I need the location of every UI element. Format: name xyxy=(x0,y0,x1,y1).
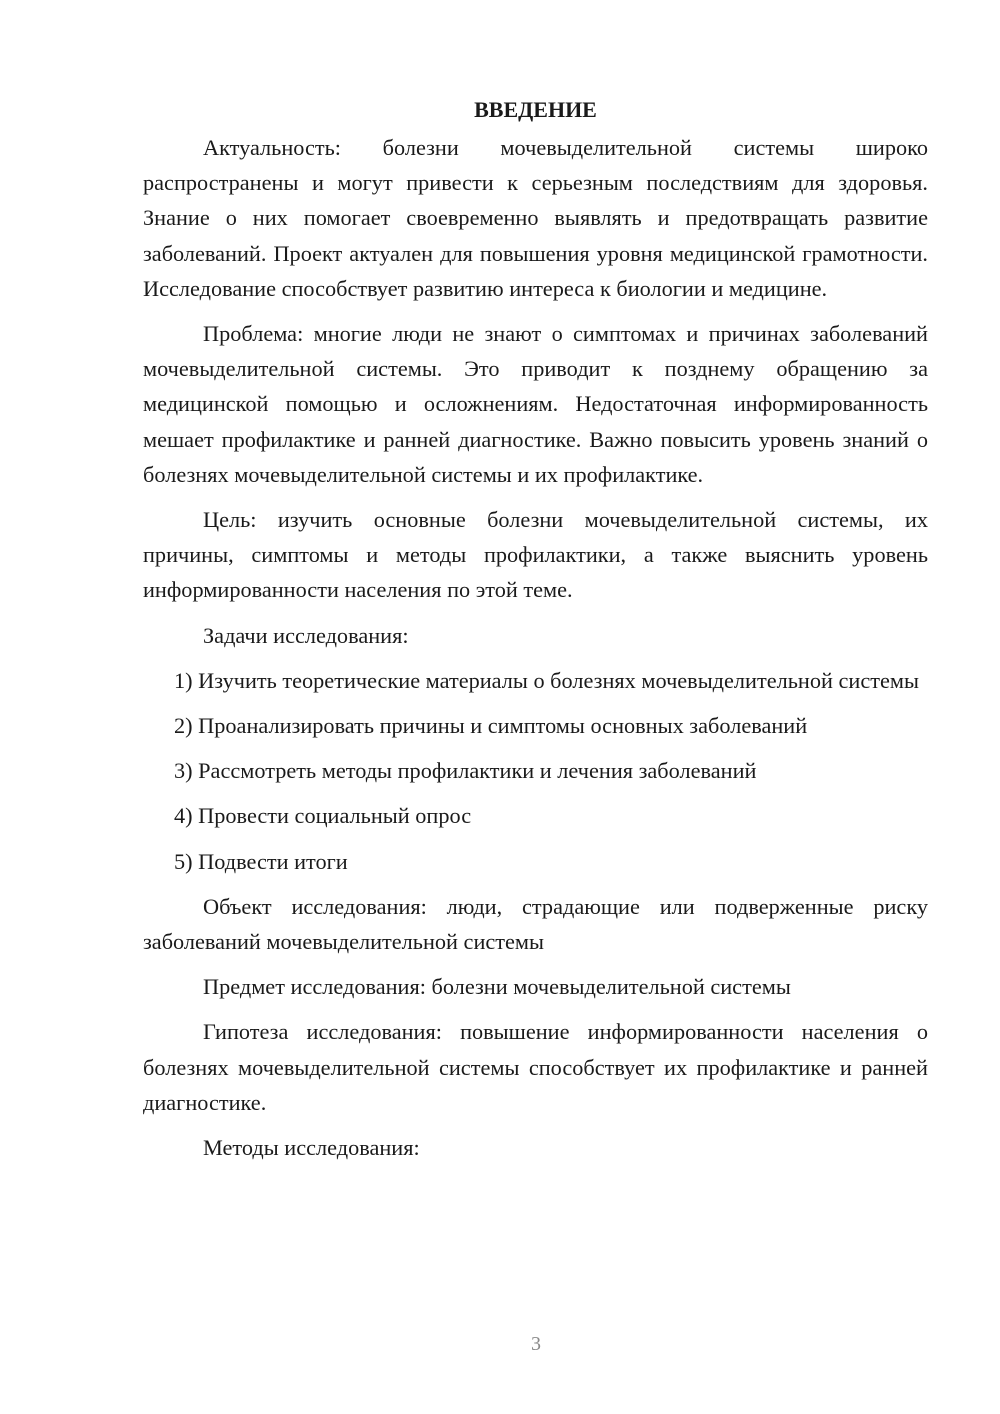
paragraph-subject: Предмет исследования: болезни мочевыделительной системы xyxy=(203,974,791,1000)
list-item: 1) Изучить теоретические материалы о болезнях мочевыделительной системы xyxy=(174,667,919,693)
list-item: 2) Проанализировать причины и симптомы основных заболеваний xyxy=(174,713,808,739)
paragraph-problem: Проблема: многие люди не знают о симптомах и причинах заболеваний мочевыделительной системы. Это приводит к позднему обращению за медицинской помощью и осложнениям. Недостаточная информированность мешает профилактике и ранней диагностике. Важно повысить уровень знаний о болезнях мочевыделительной системы и их профилактике. xyxy=(143,321,928,487)
tasks-list xyxy=(143,663,928,879)
paragraph-object: Объект исследования: люди, страдающие или подверженные риску заболеваний мочевыделительной системы xyxy=(143,893,928,955)
list-item: 3) Рассмотреть методы профилактики и лечения заболеваний xyxy=(174,758,757,784)
paragraph-hypothesis: Гипотеза исследования: повышение информированности населения о болезнях мочевыделительной системы способствует их профилактике и ранней диагностике. xyxy=(143,1019,928,1115)
tasks-heading: Задачи исследования: xyxy=(203,622,409,648)
methods-heading: Методы исследования: xyxy=(203,1135,420,1161)
list-item: 4) Провести социальный опрос xyxy=(174,803,472,829)
section-title: ВВЕДЕНИЕ xyxy=(474,97,597,122)
paragraph-relevance: Актуальность: болезни мочевыделительной системы широко распространены и могут привести к серьезным последствиям для здоровья. Знание о них помогает своевременно выявлять и предотвращать развитие заболеваний. Проект актуален для повышения уровня медицинской грамотности. Исследование способствует развитию интереса к биологии и медицине. xyxy=(143,135,928,301)
document-page xyxy=(143,92,928,1175)
page-number: 3 xyxy=(531,1333,541,1355)
paragraph-goal: Цель: изучить основные болезни мочевыделительной системы, их причины, симптомы и методы профилактики, а также выяснить уровень информированности населения по этой теме. xyxy=(143,507,928,603)
list-item: 5) Подвести итоги xyxy=(174,848,348,874)
